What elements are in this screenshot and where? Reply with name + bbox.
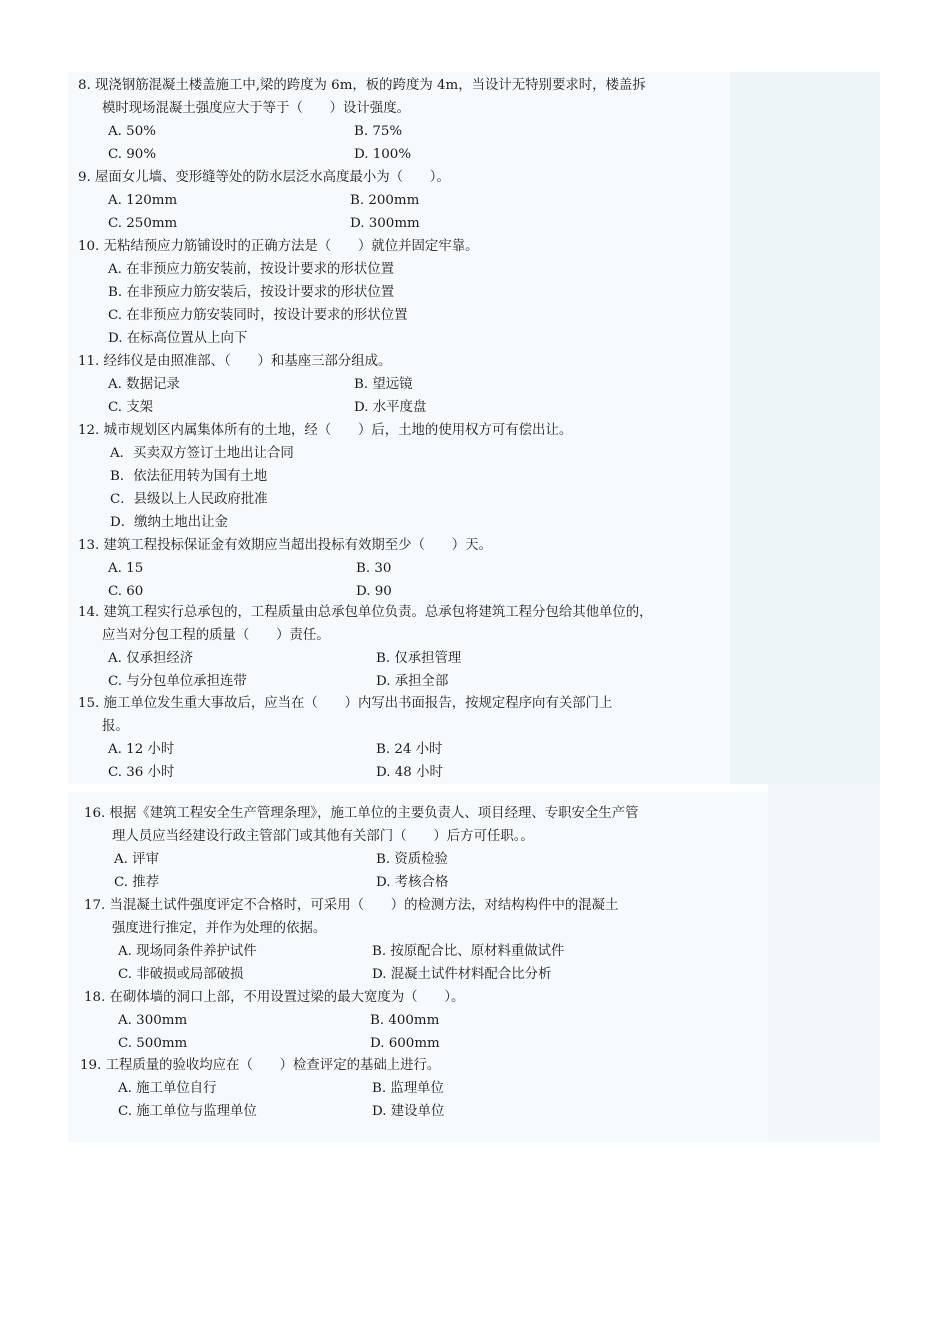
question-stem: 11. 经纬仪是由照准部、（ ）和基座三部分组成。 (78, 354, 392, 369)
option-c[interactable]: C. 与分包单位承担连带 (108, 674, 247, 689)
option-d[interactable]: D. 90 (356, 584, 392, 599)
option-c[interactable]: C. 在非预应力筋安装同时，按设计要求的形状位置 (108, 308, 408, 323)
option-c[interactable]: C．县级以上人民政府批准 (110, 492, 268, 507)
question-14 (78, 601, 653, 693)
option-c[interactable]: C. 推荐 (114, 875, 160, 890)
question-19 (80, 1054, 445, 1123)
option-c[interactable]: C. 90% (108, 147, 157, 162)
question-18 (84, 986, 464, 1055)
option-c[interactable]: C. 60 (108, 584, 144, 599)
option-d[interactable]: D. 承担全部 (376, 674, 449, 689)
option-b[interactable]: B. 75% (354, 124, 403, 139)
option-b[interactable]: B. 资质检验 (376, 852, 448, 867)
option-b[interactable]: B. 400mm (370, 1013, 440, 1028)
option-a[interactable]: A. 评审 (114, 852, 159, 867)
option-a[interactable]: A. 仅承担经济 (108, 651, 194, 666)
option-d[interactable]: D. 100% (354, 147, 412, 162)
question-stem: 16. 根据《建筑工程安全生产管理条理》，施工单位的主要负责人、项目经理、专职安全生产管 理人员应当经建设行政主管部门或其他有关部门（ ）后方可任职。。 (84, 806, 639, 844)
question-stem: 8. 现浇钢筋混凝土楼盖施工中,梁的跨度为 6m，板的跨度为 4m，当设计无特别要求时，楼盖拆 模时现场混凝土强度应大于等于（ ）设计强度。 (78, 78, 646, 116)
option-c[interactable]: C. 支架 (108, 400, 154, 415)
option-b[interactable]: B. 24 小时 (376, 742, 443, 757)
option-b[interactable]: B. 仅承担管理 (376, 651, 462, 666)
option-d[interactable]: D. 考核合格 (376, 875, 449, 890)
option-b[interactable]: B. 30 (356, 561, 392, 576)
option-a[interactable]: A. 50% (108, 124, 156, 139)
question-stem: 9. 屋面女儿墙、变形缝等处的防水层泛水高度最小为（ ）。 (78, 170, 450, 185)
question-12 (78, 419, 572, 534)
option-a[interactable]: A. 300mm (118, 1013, 188, 1028)
option-c[interactable]: C. 施工单位与监理单位 (118, 1104, 257, 1119)
option-b[interactable]: B．依法征用转为国有土地 (110, 469, 268, 484)
option-a[interactable]: A. 120mm (108, 193, 178, 208)
option-b[interactable]: B. 望远镜 (354, 377, 413, 392)
option-a[interactable]: A. 12 小时 (108, 742, 175, 757)
question-11 (78, 350, 427, 419)
question-stem: 10. 无粘结预应力筋铺设时的正确方法是（ ）就位并固定牢靠。 (78, 239, 479, 254)
option-c[interactable]: C. 500mm (118, 1036, 188, 1051)
scan-panel-lower-edge (768, 784, 880, 1142)
question-13 (78, 534, 492, 603)
question-10 (78, 235, 479, 350)
question-stem: 14. 建筑工程实行总承包的，工程质量由总承包单位负责。总承包将建筑工程分包给其他单位的， 应当对分包工程的质量（ ）责任。 (78, 605, 653, 643)
option-c[interactable]: C. 非破损或局部破损 (118, 967, 244, 982)
option-d[interactable]: D. 300mm (350, 216, 420, 231)
question-8 (78, 74, 646, 166)
option-b[interactable]: B. 按原配合比、原材料重做试件 (372, 944, 565, 959)
option-b[interactable]: B. 在非预应力筋安装后，按设计要求的形状位置 (108, 285, 395, 300)
scan-panel-strip (730, 72, 880, 784)
option-c[interactable]: C. 36 小时 (108, 765, 175, 780)
question-stem: 13. 建筑工程投标保证金有效期应当超出投标有效期至少（ ）天。 (78, 538, 492, 553)
question-stem: 18. 在砌体墙的洞口上部，不用设置过梁的最大宽度为（ ）。 (84, 990, 465, 1005)
option-b[interactable]: B. 200mm (350, 193, 420, 208)
question-stem: 15. 施工单位发生重大事故后，应当在（ ）内写出书面报告，按规定程序向有关部门上 报。 (78, 696, 613, 734)
option-d[interactable]: D. 在标高位置从上向下 (108, 331, 248, 346)
option-a[interactable]: A．买卖双方签订土地出让合同 (110, 446, 294, 461)
option-d[interactable]: D. 600mm (370, 1036, 440, 1051)
option-c[interactable]: C. 250mm (108, 216, 178, 231)
question-17 (84, 894, 618, 986)
option-a[interactable]: A. 施工单位自行 (118, 1081, 217, 1096)
question-stem: 17. 当混凝土试件强度评定不合格时，可采用（ ）的检测方法，对结构构件中的混凝土 强度进行推定，并作为处理的依据。 (84, 898, 619, 936)
option-d[interactable]: D. 建设单位 (372, 1104, 445, 1119)
question-15 (78, 692, 612, 784)
option-a[interactable]: A. 在非预应力筋安装前，按设计要求的形状位置 (108, 262, 394, 277)
question-9 (78, 166, 450, 235)
question-stem: 19. 工程质量的验收均应在（ ）检查评定的基础上进行。 (80, 1058, 441, 1073)
question-stem: 12. 城市规划区内属集体所有的土地，经（ ）后，土地的使用权方可有偿出让。 (78, 423, 573, 438)
option-d[interactable]: D. 水平度盘 (354, 400, 427, 415)
option-d[interactable]: D. 混凝土试件材料配合比分析 (372, 967, 552, 982)
option-d[interactable]: D．缴纳土地出让金 (110, 515, 228, 530)
option-a[interactable]: A. 现场同条件养护试件 (118, 944, 257, 959)
option-d[interactable]: D. 48 小时 (376, 765, 443, 780)
option-a[interactable]: A. 数据记录 (108, 377, 180, 392)
option-a[interactable]: A. 15 (108, 561, 144, 576)
question-16 (84, 802, 638, 894)
option-b[interactable]: B. 监理单位 (372, 1081, 444, 1096)
